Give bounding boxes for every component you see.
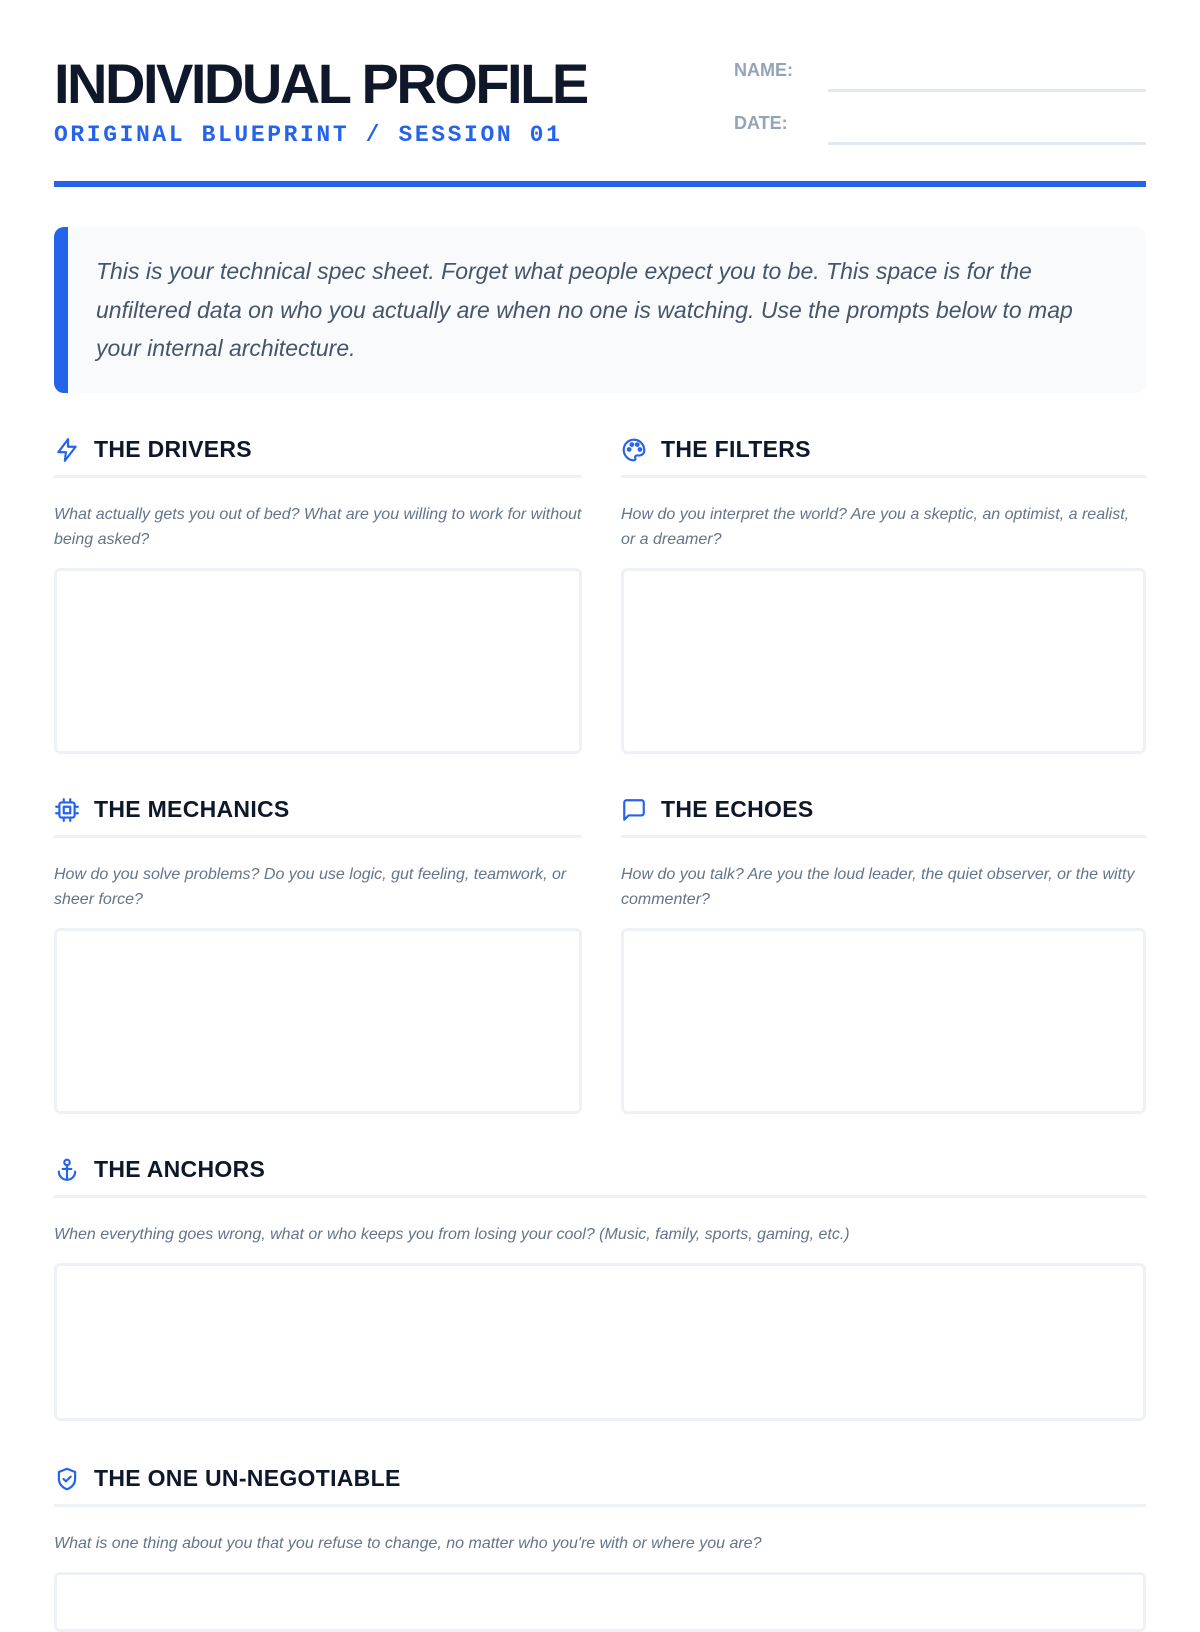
section-header bbox=[54, 1459, 1146, 1507]
echoes-answer-box[interactable] bbox=[621, 928, 1146, 1114]
intro-text: This is your technical spec sheet. Forget what people expect you to be. This space is for the unfiltered data on who you actually are when no one is watching. Use the prompts below to map your internal architecture. bbox=[96, 258, 1073, 361]
cpu-chip-icon bbox=[54, 797, 80, 823]
section-header bbox=[54, 1150, 1146, 1198]
section-anchors bbox=[54, 1150, 1146, 1247]
section-title: THE ECHOES bbox=[661, 796, 814, 822]
lightning-icon bbox=[54, 437, 80, 463]
anchor-icon bbox=[54, 1157, 80, 1183]
message-square-icon bbox=[621, 797, 647, 823]
section-filters bbox=[621, 430, 1146, 552]
section-header bbox=[621, 430, 1146, 478]
date-field[interactable] bbox=[828, 108, 1146, 145]
drivers-answer-box[interactable] bbox=[54, 568, 582, 754]
name-field[interactable] bbox=[828, 55, 1146, 92]
section-title: THE ONE UN-NEGOTIABLE bbox=[94, 1465, 401, 1491]
section-prompt: What actually gets you out of bed? What are you willing to work for without being asked? bbox=[54, 506, 582, 548]
section-prompt: How do you solve problems? Do you use logic, gut feeling, teamwork, or sheer force? bbox=[54, 866, 567, 908]
worksheet-page bbox=[54, 0, 1146, 1552]
date-row bbox=[734, 109, 1146, 145]
filters-answer-box[interactable] bbox=[621, 568, 1146, 754]
shield-check-icon bbox=[54, 1466, 80, 1492]
page-title: INDIVIDUAL PROFILE bbox=[54, 52, 587, 115]
section-prompt: What is one thing about you that you refuse to change, no matter who you're with or where you are? bbox=[54, 1535, 762, 1552]
page-subtitle: ORIGINAL BLUEPRINT / SESSION 01 bbox=[54, 122, 563, 148]
section-title: THE FILTERS bbox=[661, 436, 811, 462]
section-drivers bbox=[54, 430, 582, 552]
section-title: THE DRIVERS bbox=[94, 436, 252, 462]
intro-callout bbox=[54, 227, 1146, 393]
section-prompt: How do you talk? Are you the loud leader, the quiet observer, or the witty commenter? bbox=[621, 866, 1135, 908]
section-mechanics bbox=[54, 790, 582, 912]
unnegotiable-answer-box[interactable] bbox=[54, 1572, 1146, 1632]
section-header bbox=[54, 430, 582, 478]
section-title: THE MECHANICS bbox=[94, 796, 290, 822]
section-prompt: How do you interpret the world? Are you a skeptic, an optimist, a realist, or a dreamer? bbox=[621, 506, 1130, 548]
section-header bbox=[621, 790, 1146, 838]
date-label: DATE: bbox=[734, 113, 788, 133]
meta-fields bbox=[734, 56, 1146, 162]
name-label: NAME: bbox=[734, 60, 793, 80]
header-divider bbox=[54, 181, 1146, 187]
anchors-answer-box[interactable] bbox=[54, 1263, 1146, 1421]
name-row bbox=[734, 56, 1146, 92]
section-prompt: When everything goes wrong, what or who keeps you from losing your cool? (Music, family, sports, gaming, etc.) bbox=[54, 1226, 850, 1243]
section-echoes bbox=[621, 790, 1146, 912]
palette-icon bbox=[621, 437, 647, 463]
mechanics-answer-box[interactable] bbox=[54, 928, 582, 1114]
section-unnegotiable bbox=[54, 1459, 1146, 1556]
section-header bbox=[54, 790, 582, 838]
section-title: THE ANCHORS bbox=[94, 1156, 266, 1182]
header bbox=[54, 0, 1146, 188]
